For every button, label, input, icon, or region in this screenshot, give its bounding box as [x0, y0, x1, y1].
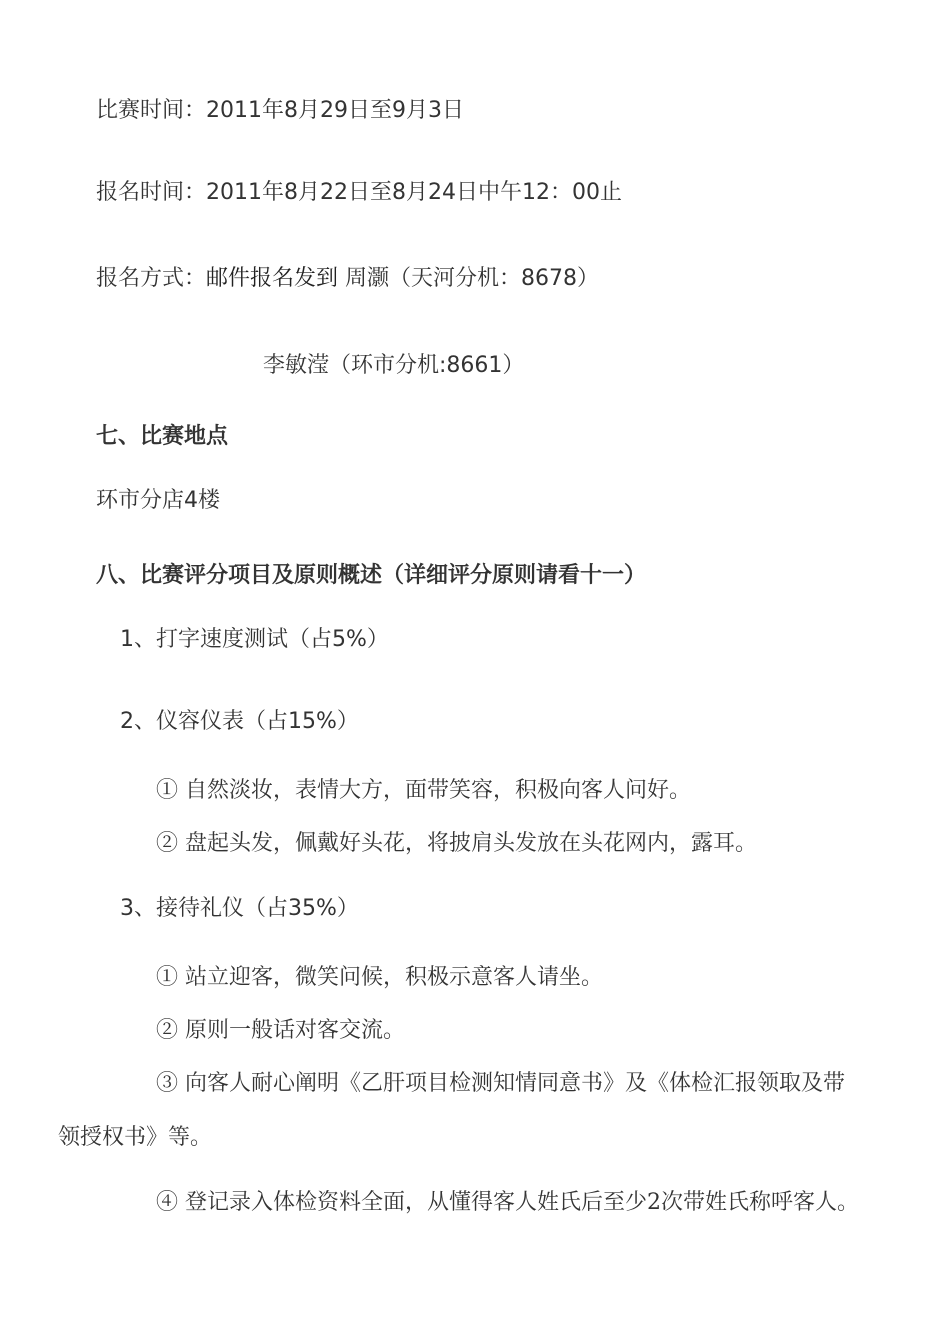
item2: 2、仪容仪表（占15%）	[120, 709, 359, 734]
match-time: 比赛时间：2011年8月29日至9月3日	[96, 98, 464, 123]
signup-method	[96, 264, 599, 294]
section7-heading: 七、比赛地点	[96, 424, 229, 449]
item3-point-2: ② 原则一般话对客交流。	[156, 1018, 405, 1043]
item3-point-3-cont: 领授权书》等。	[58, 1125, 213, 1150]
item1: 1、打字速度测试（占5%）	[120, 627, 389, 652]
signup-contact-1: 周灏（天河分机：8678）	[338, 266, 600, 291]
signup-method-email: 邮件报名发到	[206, 266, 339, 291]
item3: 3、接待礼仪（占35%）	[120, 896, 359, 921]
section8-heading: 八、比赛评分项目及原则概述（详细评分原则请看十一）	[96, 563, 647, 588]
item3-point-1: ① 站立迎客，微笑问候，积极示意客人请坐。	[156, 965, 603, 990]
item3-point-3: ③ 向客人耐心阐明《乙肝项目检测知情同意书》及《体检汇报领取及带	[156, 1071, 845, 1096]
section7-location: 环市分店4楼	[96, 488, 220, 513]
item3-point-4: ④ 登记录入体检资料全面，从懂得客人姓氏后至少2次带姓氏称呼客人。	[156, 1190, 859, 1215]
item2-point-2: ② 盘起头发，佩戴好头花，将披肩头发放在头花网内，露耳。	[156, 831, 757, 856]
signup-time: 报名时间：2011年8月22日至8月24日中午12：00止	[96, 180, 622, 205]
signup-contact-2: 李敏滢（环市分机:8661）	[263, 353, 525, 378]
signup-method-label: 报名方式：	[96, 266, 207, 291]
item2-point-1: ① 自然淡妆，表情大方，面带笑容，积极向客人问好。	[156, 778, 691, 803]
